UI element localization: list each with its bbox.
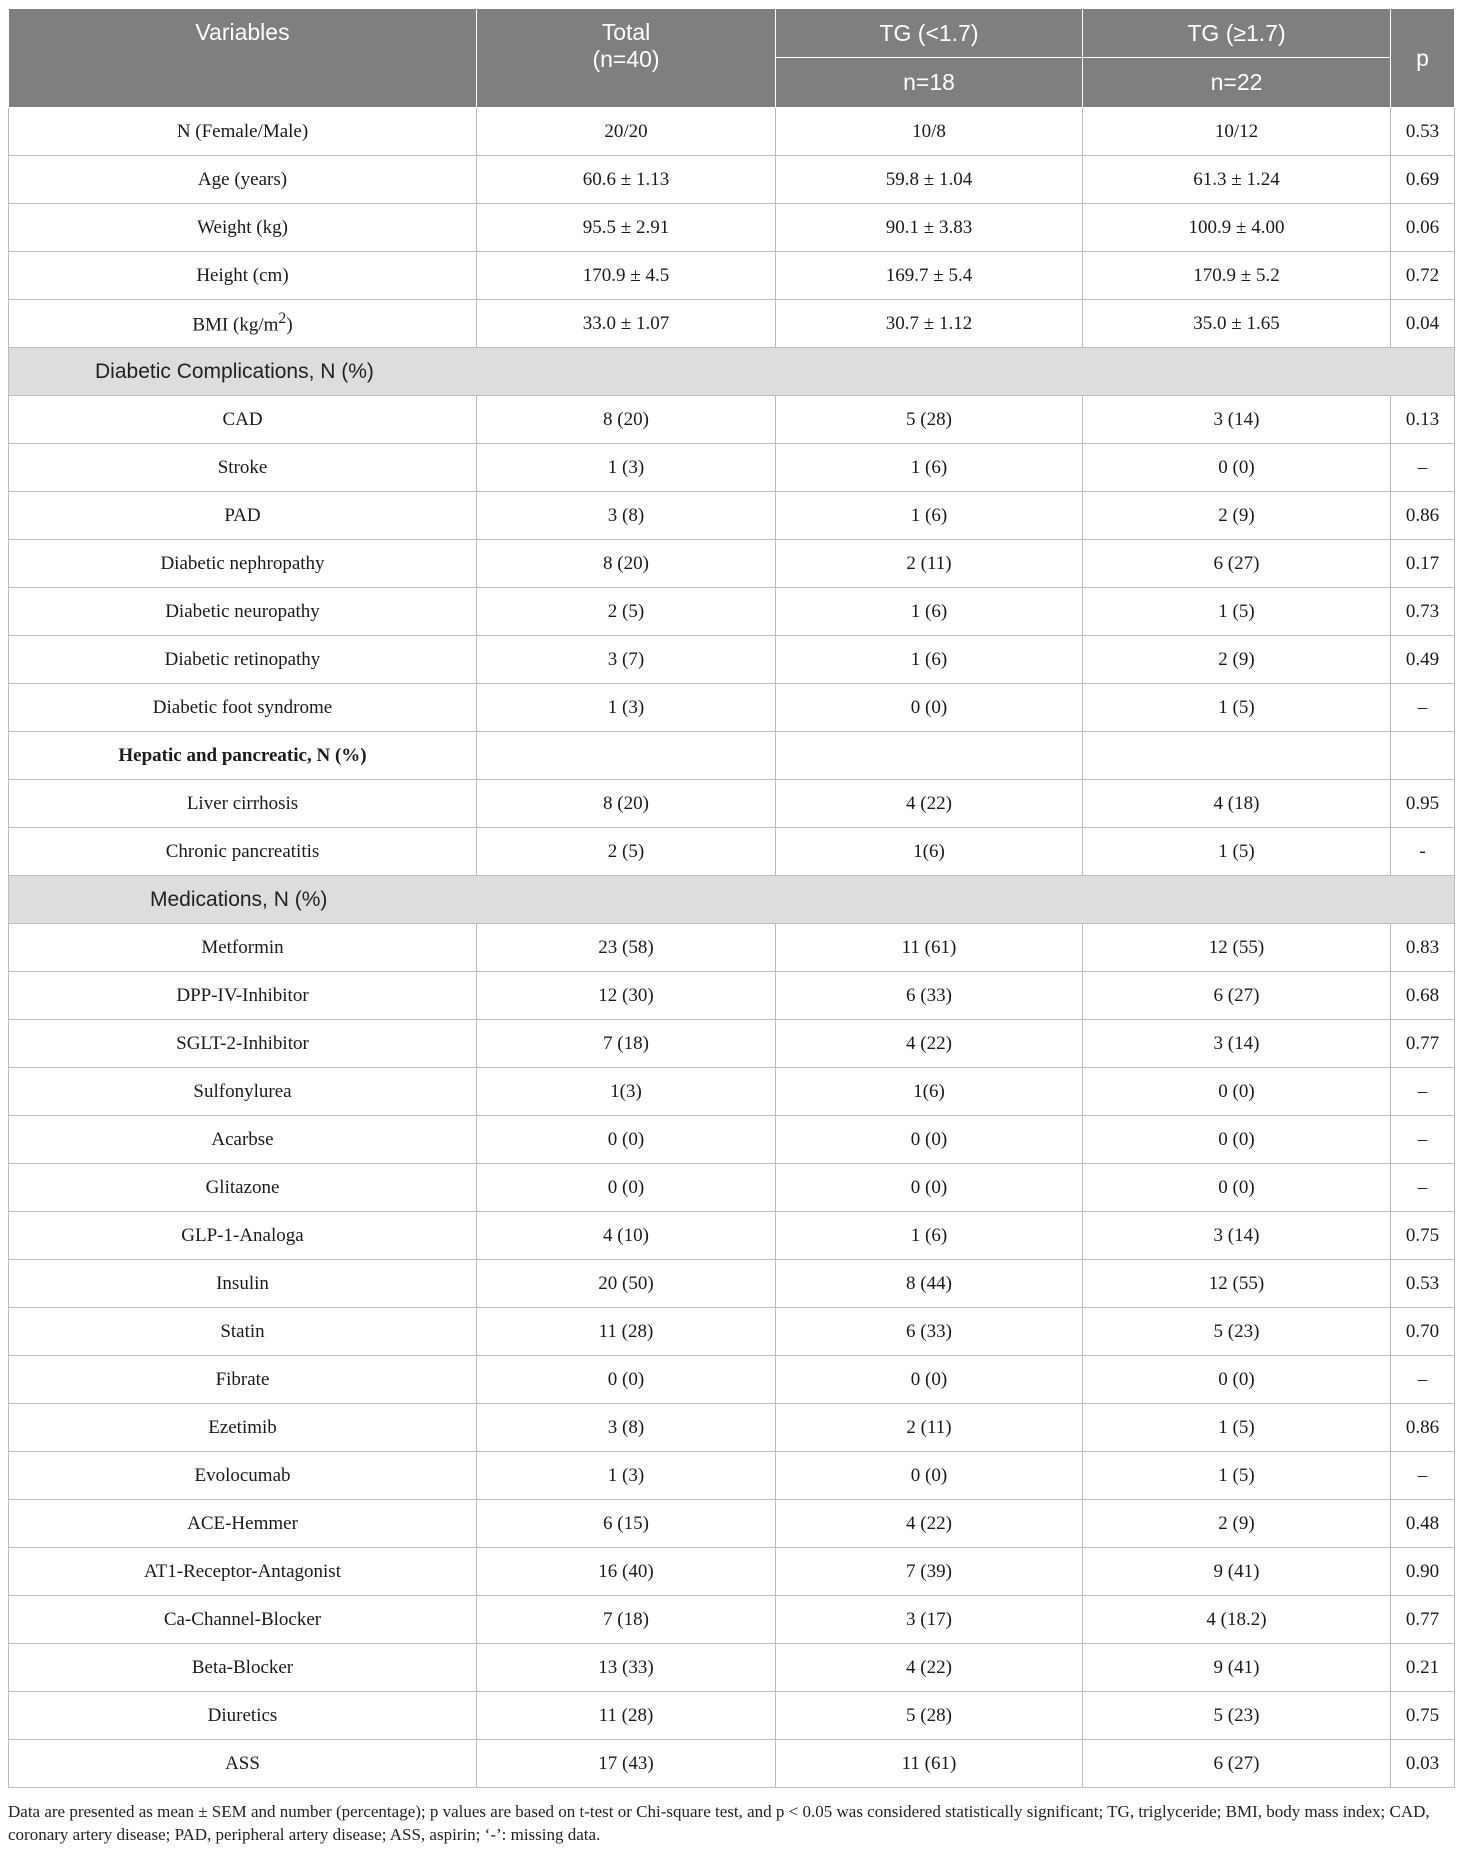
cell-p: 0.04 [1391, 300, 1455, 348]
cell-tg-high: 6 (27) [1083, 972, 1391, 1020]
table-row [9, 1692, 1455, 1740]
row-label: Weight (kg) [9, 204, 477, 252]
table-row [9, 108, 1455, 156]
cell-total: 8 (20) [477, 780, 776, 828]
table-row [9, 1212, 1455, 1260]
row-label: Liver cirrhosis [9, 780, 477, 828]
cell-tg-low: 1 (6) [776, 492, 1083, 540]
table-row [9, 1740, 1455, 1788]
table-row [9, 924, 1455, 972]
cell-tg-high: 0 (0) [1083, 1068, 1391, 1116]
cell-p: 0.73 [1391, 588, 1455, 636]
cell-tg-low: 11 (61) [776, 1740, 1083, 1788]
table-row [9, 1164, 1455, 1212]
row-label: Diabetic nephropathy [9, 540, 477, 588]
cell-p: 0.06 [1391, 204, 1455, 252]
cell-total: 13 (33) [477, 1644, 776, 1692]
cell-tg-high: 1 (5) [1083, 1452, 1391, 1500]
cell-tg-high: 5 (23) [1083, 1692, 1391, 1740]
row-label: Metformin [9, 924, 477, 972]
cell-total: 0 (0) [477, 1356, 776, 1404]
cell-tg-high: 1 (5) [1083, 1404, 1391, 1452]
cell-p: 0.48 [1391, 1500, 1455, 1548]
table-row [9, 1404, 1455, 1452]
cell-tg-high: 100.9 ± 4.00 [1083, 204, 1391, 252]
table-row [9, 396, 1455, 444]
table-row [9, 1452, 1455, 1500]
cell-p: – [1391, 444, 1455, 492]
cell-total: 1(3) [477, 1068, 776, 1116]
cell-total: 20/20 [477, 108, 776, 156]
cell-tg-low: 5 (28) [776, 1692, 1083, 1740]
cell-tg-high: 1 (5) [1083, 828, 1391, 876]
row-label: DPP-IV-Inhibitor [9, 972, 477, 1020]
cell-p: 0.68 [1391, 972, 1455, 1020]
cell-tg-low: 90.1 ± 3.83 [776, 204, 1083, 252]
table-header [9, 9, 1455, 108]
cell-p: 0.53 [1391, 108, 1455, 156]
cell-tg-high: 1 (5) [1083, 684, 1391, 732]
cell-p: 0.86 [1391, 1404, 1455, 1452]
row-label: Insulin [9, 1260, 477, 1308]
cell-tg-low: 6 (33) [776, 972, 1083, 1020]
cell-tg-low: 1 (6) [776, 444, 1083, 492]
row-label: Ca-Channel-Blocker [9, 1596, 477, 1644]
cell-total: 3 (8) [477, 1404, 776, 1452]
subheading-hepatic-pancreatic-label: Hepatic and pancreatic, N (%) [9, 732, 477, 780]
cell-total: 11 (28) [477, 1308, 776, 1356]
cell-p: - [1391, 828, 1455, 876]
table-row [9, 828, 1455, 876]
cell-p: 0.83 [1391, 924, 1455, 972]
empty-cell [477, 732, 776, 780]
row-label: Age (years) [9, 156, 477, 204]
row-label: Ezetimib [9, 1404, 477, 1452]
cell-tg-high: 10/12 [1083, 108, 1391, 156]
header-total-n: (n=40) [592, 46, 660, 72]
section-diabetic-complications-label: Diabetic Complications, N (%) [9, 348, 1455, 396]
cell-tg-low: 1 (6) [776, 588, 1083, 636]
cell-p: 0.70 [1391, 1308, 1455, 1356]
table-row [9, 1116, 1455, 1164]
row-label: Acarbse [9, 1116, 477, 1164]
cell-p: 0.95 [1391, 780, 1455, 828]
cell-total: 0 (0) [477, 1164, 776, 1212]
row-label: CAD [9, 396, 477, 444]
cell-tg-low: 4 (22) [776, 780, 1083, 828]
cell-p: 0.21 [1391, 1644, 1455, 1692]
cell-tg-low: 0 (0) [776, 684, 1083, 732]
row-label: Evolocumab [9, 1452, 477, 1500]
row-label: Diabetic neuropathy [9, 588, 477, 636]
row-label: Beta-Blocker [9, 1644, 477, 1692]
cell-tg-high: 61.3 ± 1.24 [1083, 156, 1391, 204]
header-tg-low-n: n=18 [776, 58, 1083, 108]
cell-tg-high: 12 (55) [1083, 1260, 1391, 1308]
cell-total: 16 (40) [477, 1548, 776, 1596]
cell-tg-high: 4 (18.2) [1083, 1596, 1391, 1644]
table-row [9, 588, 1455, 636]
cell-p: – [1391, 1116, 1455, 1164]
cell-tg-high: 3 (14) [1083, 1020, 1391, 1068]
cell-total: 8 (20) [477, 396, 776, 444]
table-row [9, 780, 1455, 828]
cell-total: 0 (0) [477, 1116, 776, 1164]
header-total [477, 9, 776, 108]
header-tg-low: TG (<1.7) [776, 9, 1083, 58]
cell-p: 0.49 [1391, 636, 1455, 684]
cell-tg-high: 2 (9) [1083, 636, 1391, 684]
cell-tg-low: 1(6) [776, 828, 1083, 876]
cell-p: – [1391, 1452, 1455, 1500]
cell-total: 1 (3) [477, 444, 776, 492]
cell-p: 0.77 [1391, 1020, 1455, 1068]
cell-tg-high: 0 (0) [1083, 1116, 1391, 1164]
header-tg-high-n: n=22 [1083, 58, 1391, 108]
cell-p: 0.77 [1391, 1596, 1455, 1644]
row-label: Height (cm) [9, 252, 477, 300]
header-variables: Variables [9, 9, 477, 108]
baseline-characteristics-table [8, 8, 1455, 1788]
cell-tg-high: 1 (5) [1083, 588, 1391, 636]
cell-total: 95.5 ± 2.91 [477, 204, 776, 252]
cell-tg-low: 1 (6) [776, 636, 1083, 684]
cell-tg-low: 1(6) [776, 1068, 1083, 1116]
cell-tg-low: 169.7 ± 5.4 [776, 252, 1083, 300]
section-medications-label: Medications, N (%) [9, 876, 1455, 924]
cell-p: 0.75 [1391, 1692, 1455, 1740]
empty-cell [1083, 732, 1391, 780]
table-row [9, 1068, 1455, 1116]
cell-tg-high: 5 (23) [1083, 1308, 1391, 1356]
cell-tg-low: 1 (6) [776, 1212, 1083, 1260]
row-label-suffix: ) [286, 314, 293, 336]
cell-tg-low: 4 (22) [776, 1020, 1083, 1068]
cell-tg-high: 2 (9) [1083, 492, 1391, 540]
row-label: Diuretics [9, 1692, 477, 1740]
cell-tg-low: 0 (0) [776, 1164, 1083, 1212]
cell-tg-low: 2 (11) [776, 1404, 1083, 1452]
cell-tg-high: 35.0 ± 1.65 [1083, 300, 1391, 348]
table-row [9, 252, 1455, 300]
cell-tg-low: 4 (22) [776, 1644, 1083, 1692]
cell-total: 11 (28) [477, 1692, 776, 1740]
cell-tg-high: 3 (14) [1083, 396, 1391, 444]
table-row [9, 972, 1455, 1020]
cell-p: – [1391, 1068, 1455, 1116]
table-row [9, 636, 1455, 684]
cell-total: 7 (18) [477, 1596, 776, 1644]
table-row [9, 1644, 1455, 1692]
cell-tg-low: 2 (11) [776, 540, 1083, 588]
empty-cell [776, 732, 1083, 780]
row-label-superscript: 2 [278, 310, 287, 328]
cell-tg-low: 11 (61) [776, 924, 1083, 972]
row-label: AT1-Receptor-Antagonist [9, 1548, 477, 1596]
row-label: Fibrate [9, 1356, 477, 1404]
cell-tg-low: 10/8 [776, 108, 1083, 156]
empty-cell [1391, 732, 1455, 780]
row-label: SGLT-2-Inhibitor [9, 1020, 477, 1068]
header-tg-high: TG (≥1.7) [1083, 9, 1391, 58]
table-row [9, 156, 1455, 204]
cell-p: 0.75 [1391, 1212, 1455, 1260]
cell-total: 2 (5) [477, 588, 776, 636]
cell-total: 3 (8) [477, 492, 776, 540]
cell-total: 6 (15) [477, 1500, 776, 1548]
cell-tg-high: 6 (27) [1083, 1740, 1391, 1788]
row-label: Sulfonylurea [9, 1068, 477, 1116]
cell-tg-low: 6 (33) [776, 1308, 1083, 1356]
cell-total: 4 (10) [477, 1212, 776, 1260]
cell-p: – [1391, 1164, 1455, 1212]
table-footnote: Data are presented as mean ± SEM and number (percentage); p values are based on t-test or Chi-square test, and p < 0.05 was considered statistically significant; TG, triglyceride; BMI, body mass index; CAD, coronary artery disease; PAD, peripheral artery disease; ASS, aspirin; ‘-’: missing data. [8, 1802, 1430, 1844]
row-label [9, 300, 477, 348]
cell-tg-high: 6 (27) [1083, 540, 1391, 588]
cell-tg-low: 59.8 ± 1.04 [776, 156, 1083, 204]
cell-total: 8 (20) [477, 540, 776, 588]
cell-tg-high: 3 (14) [1083, 1212, 1391, 1260]
cell-tg-low: 4 (22) [776, 1500, 1083, 1548]
row-label: ASS [9, 1740, 477, 1788]
cell-tg-high: 0 (0) [1083, 1356, 1391, 1404]
cell-p: 0.90 [1391, 1548, 1455, 1596]
cell-tg-low: 0 (0) [776, 1116, 1083, 1164]
cell-p: 0.13 [1391, 396, 1455, 444]
table-row [9, 204, 1455, 252]
section-medications [9, 876, 1455, 924]
cell-tg-low: 7 (39) [776, 1548, 1083, 1596]
table-row [9, 492, 1455, 540]
header-p: p [1391, 9, 1455, 108]
cell-p: 0.72 [1391, 252, 1455, 300]
cell-total: 1 (3) [477, 684, 776, 732]
header-row-1 [9, 9, 1455, 58]
section-diabetic-complications [9, 348, 1455, 396]
cell-p: – [1391, 684, 1455, 732]
table-row [9, 1548, 1455, 1596]
table-row [9, 1020, 1455, 1068]
row-label: PAD [9, 492, 477, 540]
table-row [9, 1500, 1455, 1548]
cell-tg-high: 170.9 ± 5.2 [1083, 252, 1391, 300]
cell-tg-high: 2 (9) [1083, 1500, 1391, 1548]
cell-tg-low: 3 (17) [776, 1596, 1083, 1644]
cell-tg-high: 0 (0) [1083, 444, 1391, 492]
cell-total: 7 (18) [477, 1020, 776, 1068]
cell-p: – [1391, 1356, 1455, 1404]
cell-p: 0.17 [1391, 540, 1455, 588]
cell-total: 33.0 ± 1.07 [477, 300, 776, 348]
row-label: Glitazone [9, 1164, 477, 1212]
cell-total: 2 (5) [477, 828, 776, 876]
cell-tg-low: 0 (0) [776, 1356, 1083, 1404]
cell-tg-low: 0 (0) [776, 1452, 1083, 1500]
cell-total: 60.6 ± 1.13 [477, 156, 776, 204]
cell-p: 0.03 [1391, 1740, 1455, 1788]
table-row [9, 1596, 1455, 1644]
subheading-hepatic-pancreatic [9, 732, 1455, 780]
cell-p: 0.69 [1391, 156, 1455, 204]
cell-tg-high: 0 (0) [1083, 1164, 1391, 1212]
table-row [9, 540, 1455, 588]
table-body [9, 108, 1455, 1788]
cell-total: 23 (58) [477, 924, 776, 972]
cell-tg-high: 9 (41) [1083, 1644, 1391, 1692]
cell-p: 0.86 [1391, 492, 1455, 540]
cell-total: 12 (30) [477, 972, 776, 1020]
table-row [9, 1356, 1455, 1404]
table-row [9, 1260, 1455, 1308]
row-label: Diabetic retinopathy [9, 636, 477, 684]
cell-tg-high: 9 (41) [1083, 1548, 1391, 1596]
row-label: GLP-1-Analoga [9, 1212, 477, 1260]
row-label-text: BMI (kg/m [192, 314, 279, 336]
cell-tg-low: 30.7 ± 1.12 [776, 300, 1083, 348]
row-label: Stroke [9, 444, 477, 492]
row-label: Diabetic foot syndrome [9, 684, 477, 732]
row-label: Statin [9, 1308, 477, 1356]
cell-p: 0.53 [1391, 1260, 1455, 1308]
table-row [9, 1308, 1455, 1356]
cell-total: 20 (50) [477, 1260, 776, 1308]
header-total-label: Total [601, 19, 651, 45]
row-label: N (Female/Male) [9, 108, 477, 156]
table-row [9, 300, 1455, 348]
cell-total: 3 (7) [477, 636, 776, 684]
cell-tg-low: 5 (28) [776, 396, 1083, 444]
cell-tg-high: 4 (18) [1083, 780, 1391, 828]
row-label: Chronic pancreatitis [9, 828, 477, 876]
table-row [9, 684, 1455, 732]
cell-total: 170.9 ± 4.5 [477, 252, 776, 300]
table-container [8, 8, 1454, 1846]
cell-tg-low: 8 (44) [776, 1260, 1083, 1308]
cell-tg-high: 12 (55) [1083, 924, 1391, 972]
cell-total: 17 (43) [477, 1740, 776, 1788]
row-label: ACE-Hemmer [9, 1500, 477, 1548]
table-row [9, 444, 1455, 492]
cell-total: 1 (3) [477, 1452, 776, 1500]
